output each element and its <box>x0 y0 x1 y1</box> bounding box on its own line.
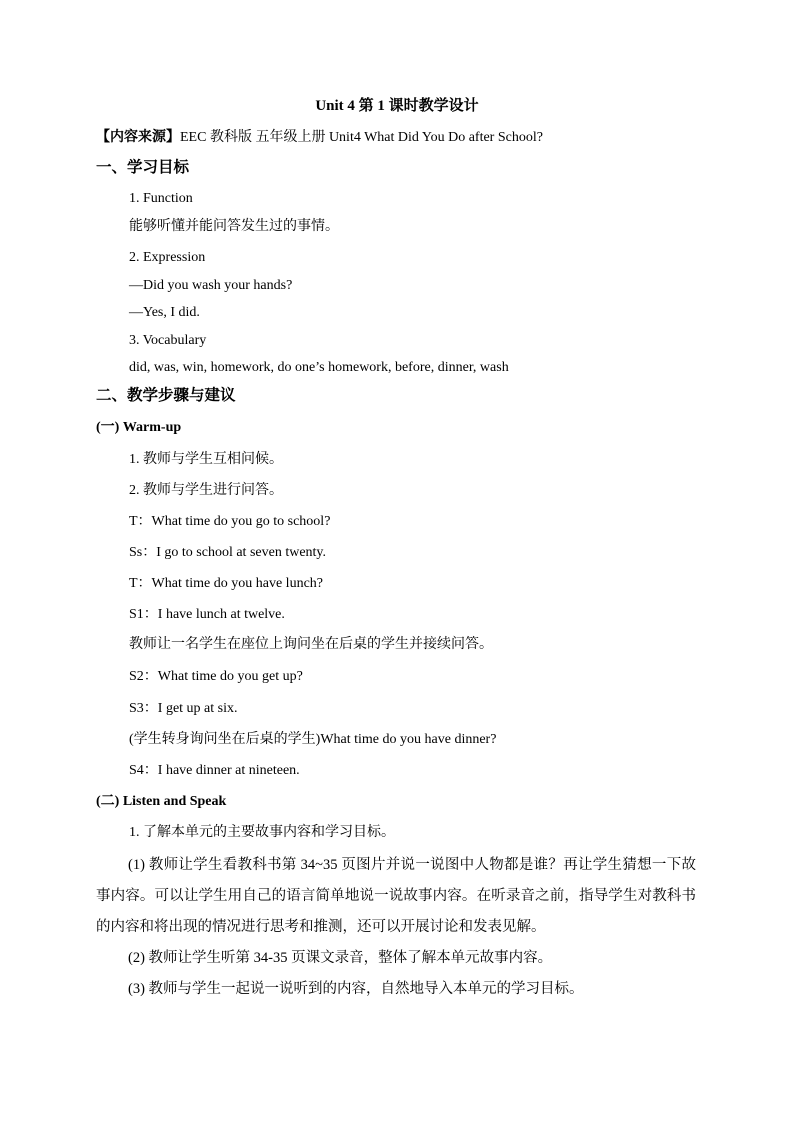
dialogue-line: T：What time do you have lunch? <box>129 576 323 591</box>
dialogue-line: Ss：I go to school at seven twenty. <box>129 545 327 560</box>
dialogue-line: (学生转身询问坐在后桌的学生)What time do you have dinner? <box>129 732 497 747</box>
objective-line: 3. Vocabulary <box>129 333 207 348</box>
content-source-label: 【内容来源】 <box>96 130 180 145</box>
dialogue-line: S2：What time do you get up? <box>129 669 303 684</box>
warmup-line: 教师让一名学生在座位上询问坐在后桌的学生并接续问答。 <box>129 637 493 652</box>
dialogue-line: S3：I get up at six. <box>129 701 238 716</box>
objective-line: 能够听懂并能问答发生过的事情。 <box>129 219 339 234</box>
subsection-heading-warmup: (一) Warm-up <box>96 420 182 435</box>
objective-line: 1. Function <box>129 191 193 206</box>
subsection-heading-listen-speak: (二) Listen and Speak <box>96 794 227 809</box>
dialogue-line: S1：I have lunch at twelve. <box>129 607 285 622</box>
section-heading-steps: 二、教学步骤与建议 <box>96 387 236 404</box>
paragraph: (3) 教师与学生一起说一说听到的内容，自然地导入本单元的学习目标。 <box>128 981 584 997</box>
dialogue-line: S4：I have dinner at nineteen. <box>129 763 300 778</box>
warmup-line: 1. 教师与学生互相问候。 <box>129 452 283 467</box>
paragraph: (2) 教师让学生听第 34-35 页课文录音，整体了解本单元故事内容。 <box>128 950 553 966</box>
paragraph: (1) 教师让学生看教科书第 34~35 页图片并说一说图中人物都是谁？再让学生猜想一下故事内容。可以让学生用自己的语言简单地说一说故事内容。在听录音之前，指导学生对教科书的内容和将出现的情况进行思考和推测，还可以开展讨论和发表见解。 <box>96 857 696 935</box>
section-heading-objectives: 一、学习目标 <box>96 159 190 176</box>
objective-line: did, was, win, homework, do one’s homework, before, dinner, wash <box>129 360 509 375</box>
dialogue-line: T：What time do you go to school? <box>129 514 331 529</box>
objective-line: 2. Expression <box>129 250 206 265</box>
objective-line: —Did you wash your hands? <box>129 278 293 293</box>
objective-line: —Yes, I did. <box>129 305 200 320</box>
listen-speak-line: 1. 了解本单元的主要故事内容和学习目标。 <box>129 825 395 840</box>
document-title: Unit 4 第 1 课时教学设计 <box>315 98 479 114</box>
warmup-line: 2. 教师与学生进行问答。 <box>129 483 283 498</box>
content-source <box>96 128 543 148</box>
content-source-text: EEC 教科版 五年级上册 Unit4 What Did You Do after School? <box>180 130 543 145</box>
